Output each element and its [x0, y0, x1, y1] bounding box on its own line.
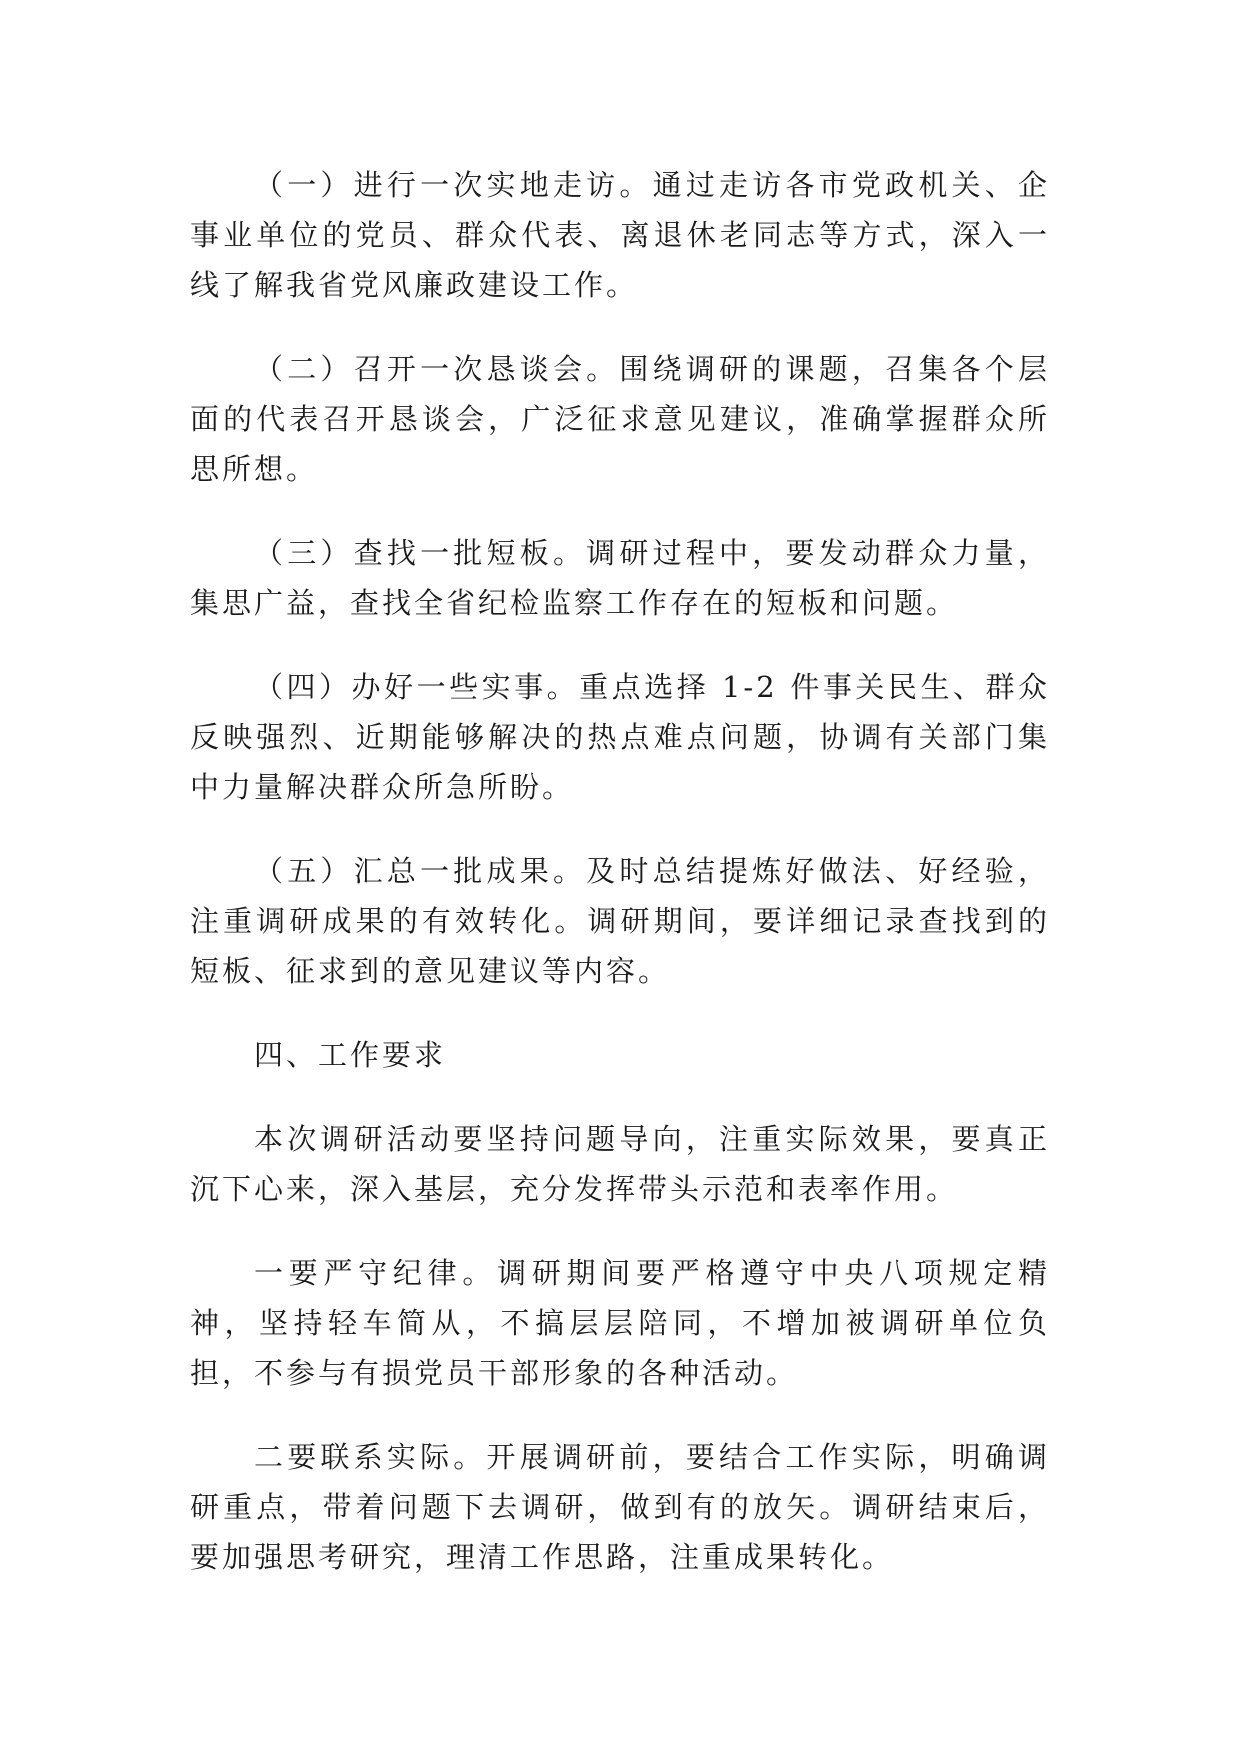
- paragraph-find-shortcomings: （三）查找一批短板。调研过程中，要发动群众力量，集思广益，查找全省纪检监察工作存在的短板和问题。: [190, 536, 1050, 620]
- paragraph-discipline: 一要严守纪律。调研期间要严格遵守中央八项规定精神，坚持轻车简从，不搞层层陪同，不增加被调研单位负担，不参与有损党员干部形象的各种活动。: [190, 1256, 1050, 1390]
- document-body: [190, 160, 1050, 1616]
- paragraph-summarize-results: （五）汇总一批成果。及时总结提炼好做法、好经验，注重调研成果的有效转化。调研期间，要详细记录查找到的短板、征求到的意见建议等内容。: [190, 854, 1050, 988]
- paragraph-practice: 二要联系实际。开展调研前，要结合工作实际，明确调研重点，带着问题下去调研，做到有的放矢。调研结束后，要加强思考研究，理清工作思路，注重成果转化。: [190, 1440, 1050, 1574]
- section-heading-work-requirements: 四、工作要求: [254, 1038, 447, 1072]
- paragraph-field-visit: （一）进行一次实地走访。通过走访各市党政机关、企事业单位的党员、群众代表、离退休老同志等方式，深入一线了解我省党风廉政建设工作。: [190, 168, 1050, 302]
- paragraph-requirements-intro: 本次调研活动要坚持问题导向，注重实际效果，要真正沉下心来，深入基层，充分发挥带头示范和表率作用。: [190, 1122, 1050, 1206]
- paragraph-practical-matters: （四）办好一些实事。重点选择 1-2 件事关民生、群众反映强烈、近期能够解决的热点难点问题，协调有关部门集中力量解决群众所急所盼。: [190, 670, 1050, 804]
- paragraph-symposium: （二）召开一次恳谈会。围绕调研的课题，召集各个层面的代表召开恳谈会，广泛征求意见建议，准确掌握群众所思所想。: [190, 352, 1050, 486]
